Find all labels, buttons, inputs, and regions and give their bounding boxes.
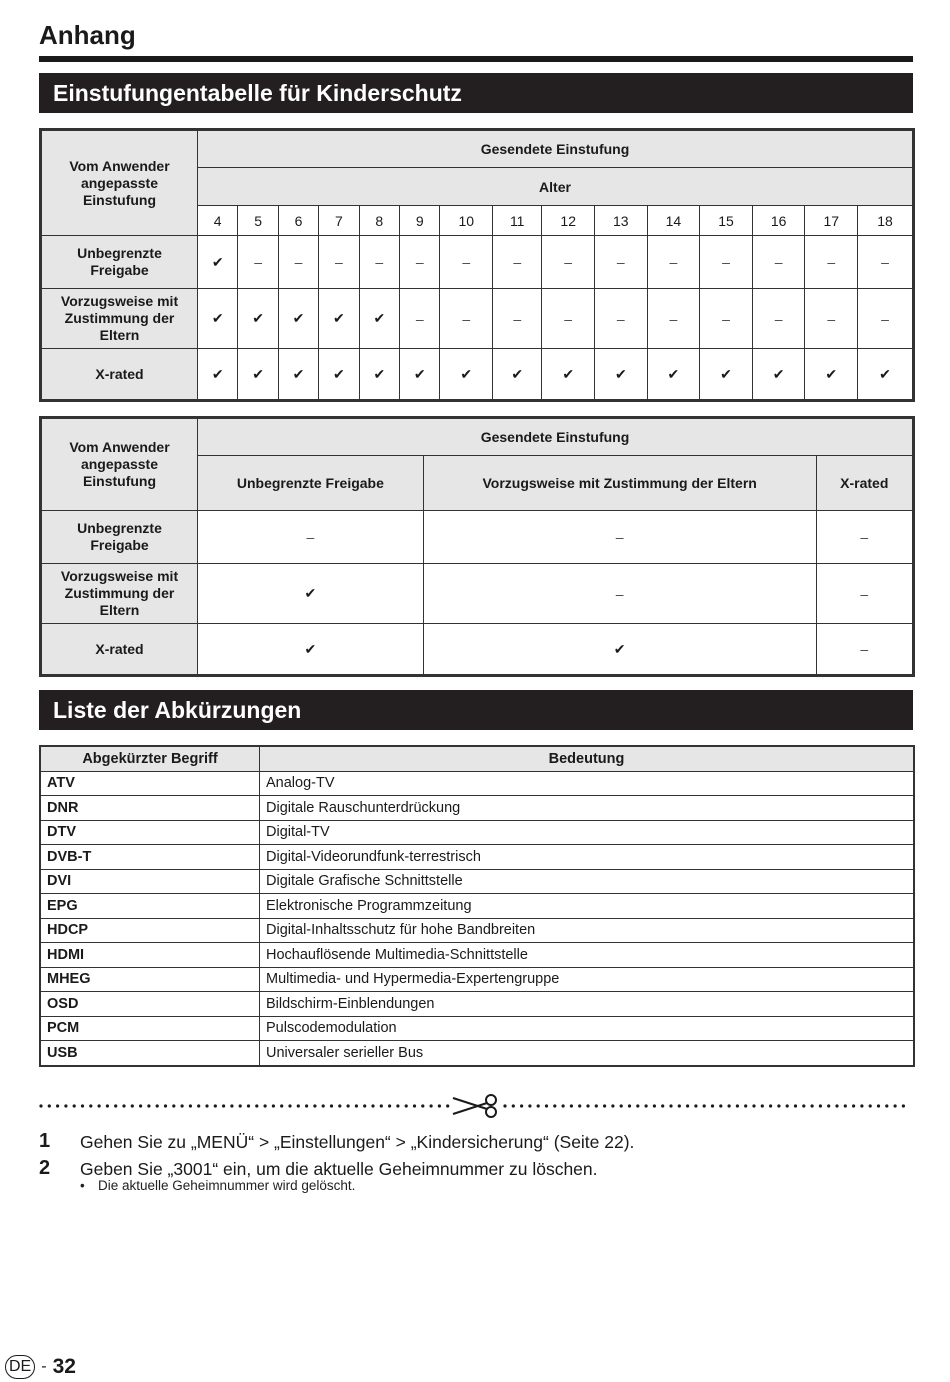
cut-dot bbox=[338, 1104, 341, 1107]
table-row bbox=[40, 845, 914, 870]
cut-dot bbox=[794, 1104, 797, 1107]
cut-dot bbox=[305, 1104, 308, 1107]
age-header-cell: 7 bbox=[319, 206, 359, 236]
cut-dot bbox=[636, 1104, 639, 1107]
dash-mark: – bbox=[700, 236, 753, 289]
abbr-term: MHEG bbox=[40, 967, 260, 992]
dash-mark: – bbox=[700, 289, 753, 349]
age-header-cell: 10 bbox=[440, 206, 493, 236]
check-mark: ✔ bbox=[359, 289, 399, 349]
age-header-cell: 15 bbox=[700, 206, 753, 236]
check-mark: ✔ bbox=[319, 289, 359, 349]
cut-dot bbox=[189, 1104, 192, 1107]
dash-mark: – bbox=[278, 236, 318, 289]
cut-dot bbox=[645, 1104, 648, 1107]
cut-dot bbox=[73, 1104, 76, 1107]
cut-dot bbox=[686, 1104, 689, 1107]
age-header-cell: 9 bbox=[400, 206, 440, 236]
table2-corner: Vom Anwender angepasste Einstufung bbox=[41, 418, 198, 511]
cut-dot bbox=[64, 1104, 67, 1107]
category-header-cell: X-rated bbox=[816, 456, 913, 511]
cut-dot bbox=[56, 1104, 59, 1107]
dash-mark: – bbox=[493, 289, 542, 349]
cut-dot bbox=[347, 1104, 350, 1107]
section-title-abbreviations: Liste der Abkürzungen bbox=[39, 690, 913, 730]
cut-dot bbox=[197, 1104, 200, 1107]
abbr-meaning: Bildschirm-Einblendungen bbox=[260, 992, 915, 1017]
cut-dot bbox=[421, 1104, 424, 1107]
dash-mark: – bbox=[423, 564, 816, 624]
cut-dot bbox=[272, 1104, 275, 1107]
step-text: Geben Sie „3001“ ein, um die aktuelle Geheimnummer zu löschen. bbox=[80, 1159, 598, 1179]
cut-dot bbox=[164, 1104, 167, 1107]
cut-dot bbox=[562, 1104, 565, 1107]
abbr-meaning: Digital-Inhaltsschutz für hohe Bandbreiten bbox=[260, 918, 915, 943]
cut-dot bbox=[752, 1104, 755, 1107]
row-label: Vorzugsweise mit Zustimmung der Eltern bbox=[41, 564, 198, 624]
cut-dot bbox=[288, 1104, 291, 1107]
table-row bbox=[40, 918, 914, 943]
age-header-cell: 11 bbox=[493, 206, 542, 236]
check-mark: ✔ bbox=[238, 349, 278, 401]
cut-dot bbox=[902, 1104, 905, 1107]
cut-dot bbox=[777, 1104, 780, 1107]
check-mark: ✔ bbox=[805, 349, 858, 401]
age-header-cell: 8 bbox=[359, 206, 399, 236]
dash-mark: – bbox=[805, 236, 858, 289]
cut-dot bbox=[297, 1104, 300, 1107]
abbr-meaning: Analog-TV bbox=[260, 771, 915, 796]
dash-mark: – bbox=[440, 236, 493, 289]
cut-dot bbox=[255, 1104, 258, 1107]
cut-dot bbox=[39, 1104, 42, 1107]
abbr-term: DNR bbox=[40, 796, 260, 821]
cut-dot bbox=[669, 1104, 672, 1107]
check-mark: ✔ bbox=[423, 624, 816, 676]
cut-dot bbox=[827, 1104, 830, 1107]
cut-dot bbox=[761, 1104, 764, 1107]
age-header-cell: 6 bbox=[278, 206, 318, 236]
dash-mark: – bbox=[198, 511, 424, 564]
abbr-term: ATV bbox=[40, 771, 260, 796]
cut-dot bbox=[802, 1104, 805, 1107]
abbr-meaning: Hochauflösende Multimedia-Schnittstelle bbox=[260, 943, 915, 968]
check-mark: ✔ bbox=[647, 349, 700, 401]
abbr-meaning: Pulscodemodulation bbox=[260, 1016, 915, 1041]
chapter-title: Anhang bbox=[39, 20, 136, 50]
rating-table-category bbox=[39, 416, 915, 677]
cut-dot bbox=[230, 1104, 233, 1107]
dash-mark: – bbox=[647, 289, 700, 349]
cut-dot bbox=[719, 1104, 722, 1107]
abbreviation-table bbox=[39, 745, 915, 1067]
cut-dot bbox=[728, 1104, 731, 1107]
check-mark: ✔ bbox=[278, 349, 318, 401]
check-mark: ✔ bbox=[278, 289, 318, 349]
table1-corner: Vom Anwender angepasste Einstufung bbox=[41, 130, 198, 236]
cut-dot bbox=[114, 1104, 117, 1107]
cut-dot bbox=[769, 1104, 772, 1107]
row-label: Vorzugsweise mit Zustimmung der Eltern bbox=[41, 289, 198, 349]
row-label: Unbegrenzte Freigabe bbox=[41, 511, 198, 564]
cut-dot bbox=[835, 1104, 838, 1107]
cut-dot bbox=[247, 1104, 250, 1107]
check-mark: ✔ bbox=[700, 349, 753, 401]
step-text: Gehen Sie zu „MENÜ“ > „Einstellungen“ > „Kindersicherung“ (Seite 22). bbox=[80, 1132, 635, 1152]
cut-dot bbox=[786, 1104, 789, 1107]
cut-dot bbox=[264, 1104, 267, 1107]
check-mark: ✔ bbox=[400, 349, 440, 401]
cut-dot bbox=[172, 1104, 175, 1107]
check-mark: ✔ bbox=[359, 349, 399, 401]
cut-dot bbox=[819, 1104, 822, 1107]
dash-mark: – bbox=[595, 289, 648, 349]
cut-dot bbox=[139, 1104, 142, 1107]
cut-dot bbox=[380, 1104, 383, 1107]
cut-dot bbox=[98, 1104, 101, 1107]
abbr-meaning: Elektronische Programmzeitung bbox=[260, 894, 915, 919]
category-header-cell: Unbegrenzte Freigabe bbox=[198, 456, 424, 511]
cut-dot bbox=[205, 1104, 208, 1107]
bullet-dot: • bbox=[80, 1178, 85, 1193]
cut-dot bbox=[885, 1104, 888, 1107]
abbr-meaning: Multimedia- und Hypermedia-Expertengruppe bbox=[260, 967, 915, 992]
rating-table-age bbox=[39, 128, 915, 402]
instruction-steps bbox=[39, 1130, 913, 1193]
cut-dot bbox=[355, 1104, 358, 1107]
check-mark: ✔ bbox=[858, 349, 914, 401]
section-title-rating: Einstufungentabelle für Kinderschutz bbox=[39, 73, 913, 113]
cut-dot bbox=[214, 1104, 217, 1107]
cut-dot bbox=[503, 1104, 506, 1107]
check-mark: ✔ bbox=[198, 349, 238, 401]
table-row bbox=[40, 771, 914, 796]
check-mark: ✔ bbox=[440, 349, 493, 401]
cut-dot bbox=[520, 1104, 523, 1107]
cut-dot bbox=[89, 1104, 92, 1107]
cut-dot bbox=[156, 1104, 159, 1107]
dash-mark: – bbox=[858, 236, 914, 289]
cut-dot bbox=[744, 1104, 747, 1107]
cut-dot bbox=[147, 1104, 150, 1107]
row-label: X-rated bbox=[41, 624, 198, 676]
cut-dot bbox=[869, 1104, 872, 1107]
dash-mark: – bbox=[752, 289, 805, 349]
cut-dot bbox=[280, 1104, 283, 1107]
cut-dot bbox=[222, 1104, 225, 1107]
abbr-meaning: Universaler serieller Bus bbox=[260, 1041, 915, 1066]
table-row bbox=[40, 820, 914, 845]
cut-dot bbox=[860, 1104, 863, 1107]
abbr-term: DVI bbox=[40, 869, 260, 894]
dash-mark: – bbox=[319, 236, 359, 289]
table-row bbox=[40, 943, 914, 968]
check-mark: ✔ bbox=[198, 289, 238, 349]
cut-dot bbox=[122, 1104, 125, 1107]
cut-dot bbox=[578, 1104, 581, 1107]
cut-dot bbox=[694, 1104, 697, 1107]
age-header-cell: 16 bbox=[752, 206, 805, 236]
table1-top-header: Gesendete Einstufung bbox=[198, 130, 914, 168]
dash-mark: – bbox=[400, 289, 440, 349]
table-row bbox=[41, 289, 914, 349]
table-row bbox=[40, 869, 914, 894]
cut-dot bbox=[131, 1104, 134, 1107]
row-label: Unbegrenzte Freigabe bbox=[41, 236, 198, 289]
check-mark: ✔ bbox=[198, 564, 424, 624]
dash-mark: – bbox=[493, 236, 542, 289]
table-row bbox=[41, 511, 914, 564]
cut-dot bbox=[528, 1104, 531, 1107]
table-row bbox=[40, 894, 914, 919]
page-number: 32 bbox=[52, 1355, 76, 1378]
age-header-cell: 12 bbox=[542, 206, 595, 236]
abbr-term: EPG bbox=[40, 894, 260, 919]
cut-dot bbox=[811, 1104, 814, 1107]
cut-dot bbox=[330, 1104, 333, 1107]
dash-mark: – bbox=[647, 236, 700, 289]
cut-dot bbox=[570, 1104, 573, 1107]
age-header-cell: 18 bbox=[858, 206, 914, 236]
age-header-cell: 14 bbox=[647, 206, 700, 236]
check-mark: ✔ bbox=[752, 349, 805, 401]
abbr-term: HDCP bbox=[40, 918, 260, 943]
cut-dot bbox=[81, 1104, 84, 1107]
cut-dot bbox=[586, 1104, 589, 1107]
table2-top-header: Gesendete Einstufung bbox=[198, 418, 914, 456]
cut-dot bbox=[894, 1104, 897, 1107]
cut-dot bbox=[313, 1104, 316, 1107]
language-badge: DE bbox=[5, 1355, 35, 1379]
dash-mark: – bbox=[423, 511, 816, 564]
dash-mark: – bbox=[400, 236, 440, 289]
cut-dot bbox=[181, 1104, 184, 1107]
check-mark: ✔ bbox=[542, 349, 595, 401]
cut-dot bbox=[430, 1104, 433, 1107]
scissors-icon bbox=[453, 1095, 496, 1117]
dash-mark: – bbox=[595, 236, 648, 289]
cut-dot bbox=[363, 1104, 366, 1107]
check-mark: ✔ bbox=[319, 349, 359, 401]
table-row bbox=[40, 967, 914, 992]
dash-mark: – bbox=[542, 289, 595, 349]
abbr-term: USB bbox=[40, 1041, 260, 1066]
cut-dot bbox=[388, 1104, 391, 1107]
cut-dot bbox=[603, 1104, 606, 1107]
cut-dot bbox=[396, 1104, 399, 1107]
cut-dot bbox=[512, 1104, 515, 1107]
dash-mark: – bbox=[816, 511, 913, 564]
cut-dot bbox=[446, 1104, 449, 1107]
bullet-text: Die aktuelle Geheimnummer wird gelöscht. bbox=[98, 1178, 356, 1193]
dash-mark: – bbox=[542, 236, 595, 289]
dash-mark: – bbox=[816, 564, 913, 624]
step-bullet bbox=[80, 1178, 950, 1193]
cut-dot bbox=[852, 1104, 855, 1107]
chapter-rule bbox=[39, 56, 913, 62]
cut-dot bbox=[620, 1104, 623, 1107]
check-mark: ✔ bbox=[493, 349, 542, 401]
abbr-meaning: Digital-Videorundfunk-terrestrisch bbox=[260, 845, 915, 870]
check-mark: ✔ bbox=[198, 624, 424, 676]
abbr-meaning: Digitale Rauschunterdrückung bbox=[260, 796, 915, 821]
table-row bbox=[41, 564, 914, 624]
cut-dot bbox=[595, 1104, 598, 1107]
table-row bbox=[41, 349, 914, 401]
cut-dot bbox=[653, 1104, 656, 1107]
dash-mark: – bbox=[805, 289, 858, 349]
cut-dot bbox=[413, 1104, 416, 1107]
abbr-term: PCM bbox=[40, 1016, 260, 1041]
cut-dot bbox=[545, 1104, 548, 1107]
cut-dot bbox=[405, 1104, 408, 1107]
cut-dot bbox=[678, 1104, 681, 1107]
dash-mark: – bbox=[752, 236, 805, 289]
cut-dot bbox=[736, 1104, 739, 1107]
step-number: 1 bbox=[39, 1130, 51, 1152]
row-label: X-rated bbox=[41, 349, 198, 401]
cut-dot bbox=[703, 1104, 706, 1107]
step-number: 2 bbox=[39, 1157, 51, 1179]
category-header-cell: Vorzugsweise mit Zustimmung der Eltern bbox=[423, 456, 816, 511]
table1-sub-header: Alter bbox=[198, 168, 914, 206]
dash-mark: – bbox=[238, 236, 278, 289]
dash-mark: – bbox=[359, 236, 399, 289]
age-header-cell: 4 bbox=[198, 206, 238, 236]
cut-dot bbox=[553, 1104, 556, 1107]
cut-dot bbox=[239, 1104, 242, 1107]
abbr-term: OSD bbox=[40, 992, 260, 1017]
table-row bbox=[40, 1016, 914, 1041]
cut-dot bbox=[661, 1104, 664, 1107]
cut-dot bbox=[611, 1104, 614, 1107]
cut-dot bbox=[438, 1104, 441, 1107]
footer-separator: - bbox=[41, 1358, 47, 1375]
cut-dot bbox=[48, 1104, 51, 1107]
table-row bbox=[41, 236, 914, 289]
age-header-cell: 5 bbox=[238, 206, 278, 236]
cut-dot bbox=[322, 1104, 325, 1107]
cut-dot bbox=[537, 1104, 540, 1107]
abbr-term: HDMI bbox=[40, 943, 260, 968]
cut-dot bbox=[877, 1104, 880, 1107]
check-mark: ✔ bbox=[238, 289, 278, 349]
dash-mark: – bbox=[858, 289, 914, 349]
cut-dot bbox=[371, 1104, 374, 1107]
cut-line bbox=[39, 1094, 913, 1118]
abbr-term: DVB-T bbox=[40, 845, 260, 870]
dash-mark: – bbox=[816, 624, 913, 676]
abbr-header-term: Abgekürzter Begriff bbox=[40, 746, 260, 771]
check-mark: ✔ bbox=[595, 349, 648, 401]
cut-dot bbox=[628, 1104, 631, 1107]
cut-dot bbox=[711, 1104, 714, 1107]
cut-dot bbox=[844, 1104, 847, 1107]
dash-mark: – bbox=[440, 289, 493, 349]
abbr-meaning: Digitale Grafische Schnittstelle bbox=[260, 869, 915, 894]
table-row bbox=[40, 1041, 914, 1066]
table-row bbox=[40, 992, 914, 1017]
age-header-cell: 13 bbox=[595, 206, 648, 236]
table-row bbox=[41, 624, 914, 676]
age-header-cell: 17 bbox=[805, 206, 858, 236]
cut-dot bbox=[106, 1104, 109, 1107]
table-row bbox=[40, 796, 914, 821]
step-item bbox=[39, 1130, 913, 1157]
page-footer bbox=[5, 1355, 76, 1379]
abbr-header-meaning: Bedeutung bbox=[260, 746, 915, 771]
check-mark: ✔ bbox=[198, 236, 238, 289]
abbr-term: DTV bbox=[40, 820, 260, 845]
abbr-meaning: Digital-TV bbox=[260, 820, 915, 845]
